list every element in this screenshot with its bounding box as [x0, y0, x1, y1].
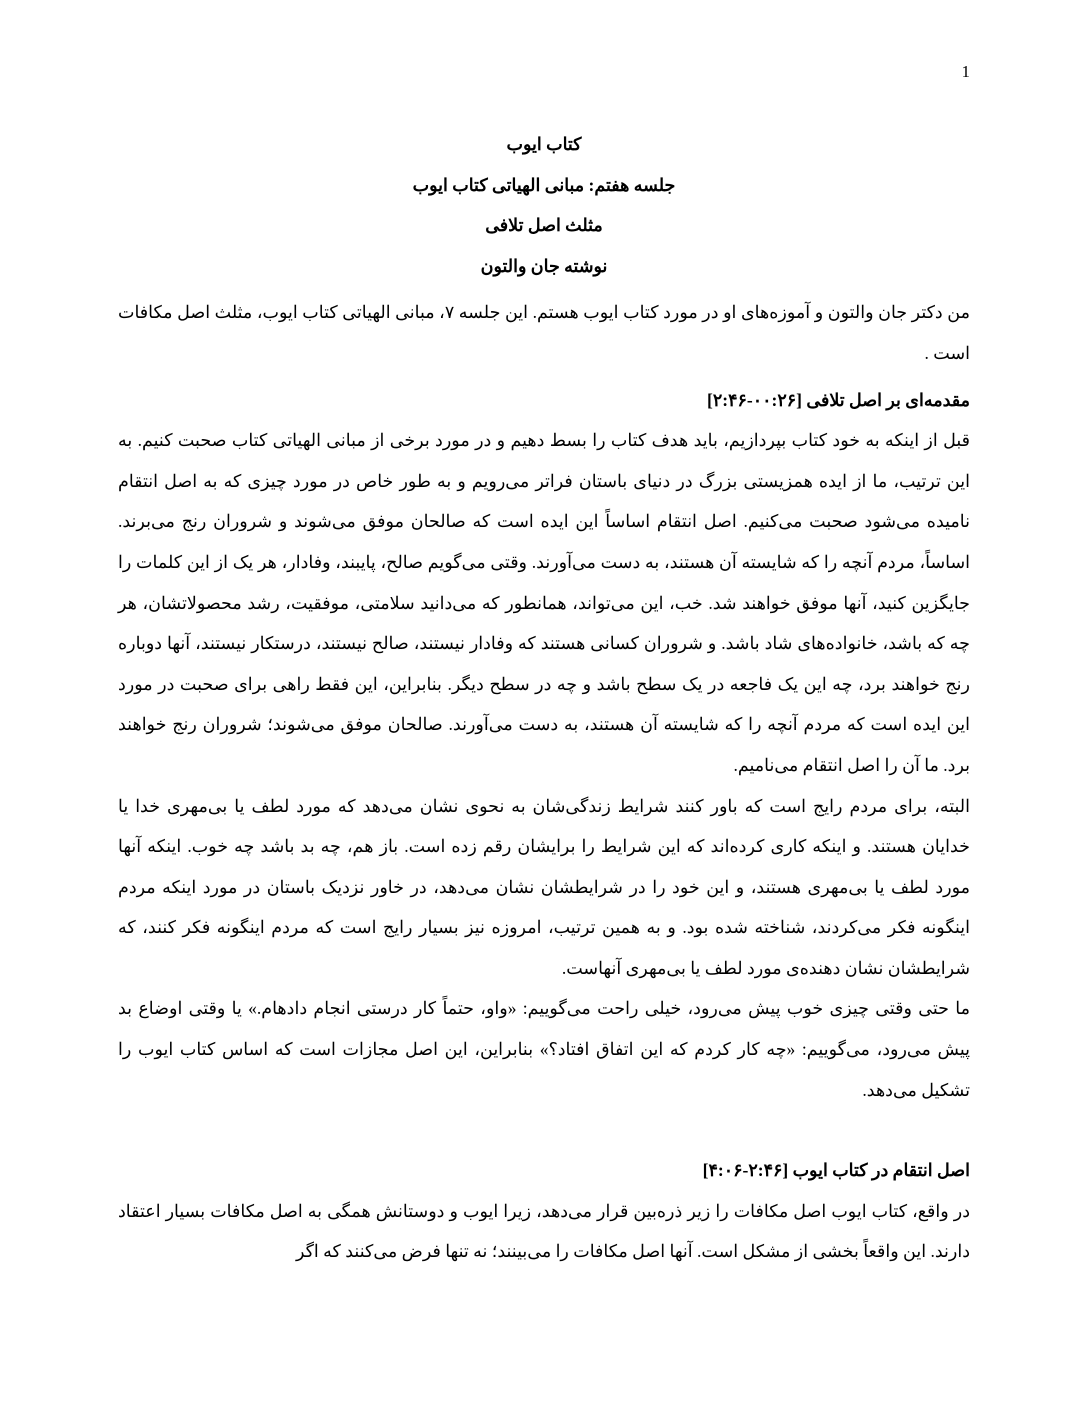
section-spacer: [118, 1110, 970, 1144]
section-heading-retribution-in-job: اصل انتقام در کتاب ایوب [۲:۴۶-۴:۰۶]: [702, 1160, 970, 1181]
section-1-paragraph-1: قبل از اینکه به خود کتاب بپردازیم، باید هدف کتاب را بسط دهیم و در مورد برخی از مبانی الهیاتی کتاب صحبت کنیم. به این ترتیب، ما از ایده همزیستی بزرگ در دنیای باستان فراتر می‌رویم و به طور خاص در مورد چیزی که به اصل انتقام نامیده می‌شود صحبت می‌کنیم. اصل انتقام اساساً این ایده است که صالحان موفق می‌شوند و شروران رنج می‌برند. اساساً، مردم آنچه را که شایسته آن هستند، به دست می‌آورند. وقتی می‌گویم صالح، پایبند، وفادار، هر یک از این کلمات را جایگزین کنید، آنها موفق خواهند شد. خب، این می‌تواند، همانطور که می‌دانید سلامتی، موفقیت، رشد محصولاتشان، هر چه که باشد، خانواده‌های شاد باشد. و شروران کسانی هستند که وفادار نیستند، صالح نیستند، درستکار نیستند، آنها دوباره رنج خواهند برد، چه این یک فاجعه در یک سطح باشد و چه در سطح دیگر. بنابراین، این فقط راهی برای صحبت در مورد این ایده است که مردم آنچه را که شایسته آن هستند، به دست می‌آورند. صالحان موفق می‌شوند؛ شروران رنج خواهند برد. ما آن را اصل انتقام می‌نامیم.: [118, 430, 970, 775]
document-body: [118, 124, 970, 1272]
intro-paragraph: من دکتر جان والتون و آموزه‌های او در مورد کتاب ایوب هستم. این جلسه ۷، مبانی الهیاتی کتاب ایوب، مثلث اصل مکافات است .: [118, 302, 970, 363]
title-line-2: جلسه هفتم: مبانی الهیاتی کتاب ایوب: [412, 174, 676, 195]
section-2-paragraph-1: در واقع، کتاب ایوب اصل مکافات را زیر ذره‌بین قرار می‌دهد، زیرا ایوب و دوستانش همگی به اصل مکافات بسیار اعتقاد دارند. این واقعاً بخشی از مشکل است. آنها اصل مکافات را می‌بینند؛ نه تنها فرض می‌کنند که اگر: [118, 1200, 970, 1262]
section-1-paragraph-3: ما حتی وقتی چیزی خوب پیش می‌رود، خیلی راحت می‌گوییم: «واو، حتماً کار درستی انجام دادهام.» یا وقتی اوضاع بد پیش می‌رود، می‌گوییم: «چه کار کردم که این اتفاق افتاد؟» بنابراین، این اصل مجازات است که اساس کتاب ایوب را تشکیل می‌دهد.: [118, 998, 970, 1100]
document-title-block: [118, 124, 970, 286]
page-number: 1: [961, 62, 970, 81]
section-heading-intro-retribution: مقدمه‌ای بر اصل تلافی [۰۰:۲۶-۲:۴۶]: [707, 389, 970, 410]
title-line-4: نوشته جان والتون: [480, 255, 608, 276]
section-1-paragraph-2: البته، برای مردم رایج است که باور کنند شرایط زندگی‌شان به نحوی نشان می‌دهد که مورد لطف یا بی‌مهری خدا یا خدایان هستند. و اینکه کاری کرده‌اند که این شرایط را برایشان رقم زده است. باز هم، چه بد باشد چه خوب. اینکه آنها مورد لطف یا بی‌مهری هستند، و این خود را در شرایطشان نشان می‌دهد، در خاور نزدیک باستان در مورد اینکه مردم اینگونه فکر می‌کردند، شناخته شده بود. و به همین ترتیب، امروزه نیز بسیار رایج است که مردم اینگونه فکر کنند، که شرایطشان نشان دهنده‌ی مورد لطف یا بی‌مهری آنهاست.: [118, 795, 970, 978]
title-line-1: کتاب ایوب: [506, 134, 582, 154]
title-line-3: مثلث اصل تلافی: [485, 215, 603, 236]
